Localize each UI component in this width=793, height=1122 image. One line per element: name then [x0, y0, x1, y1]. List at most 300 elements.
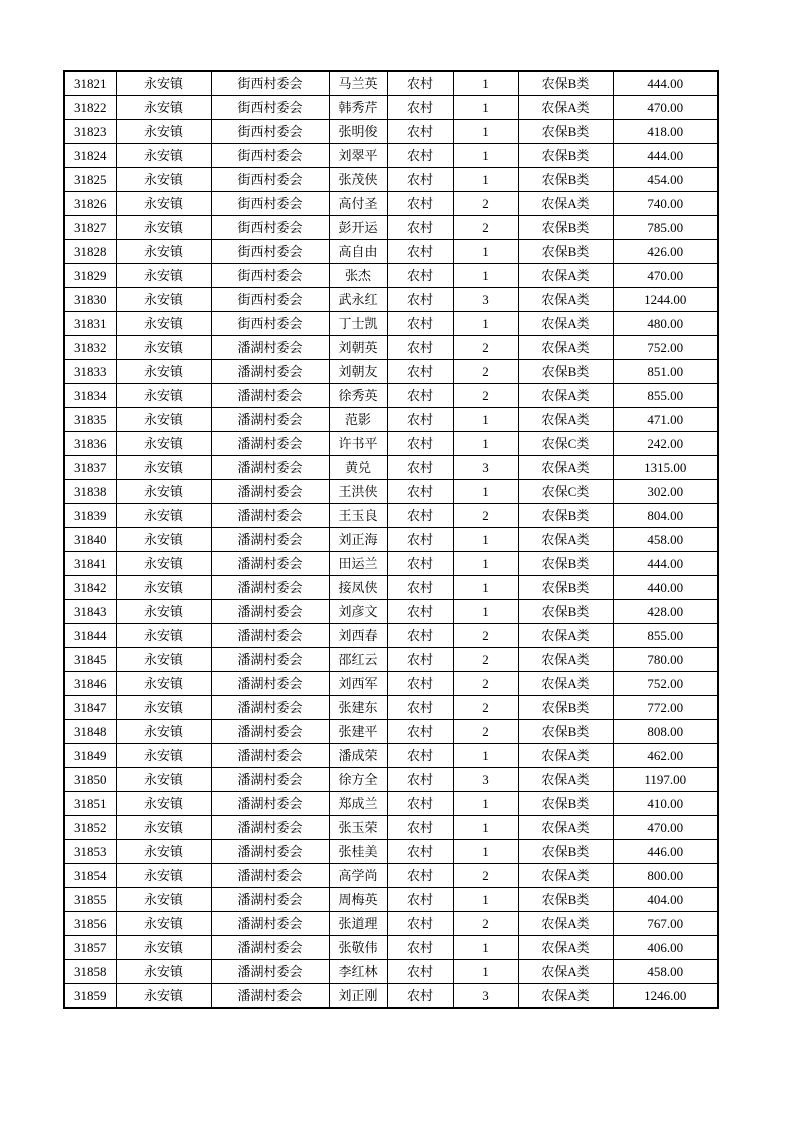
village-committee-cell: 潘湖村委会 — [211, 360, 329, 384]
amount-cell: 767.00 — [613, 912, 718, 936]
village-committee-cell: 潘湖村委会 — [211, 552, 329, 576]
person-count-cell: 1 — [453, 528, 518, 552]
person-count-cell: 2 — [453, 216, 518, 240]
person-name-cell: 丁士凯 — [329, 312, 387, 336]
insurance-class-cell: 农保A类 — [518, 312, 613, 336]
person-count-cell: 1 — [453, 312, 518, 336]
amount-cell: 404.00 — [613, 888, 718, 912]
amount-cell: 406.00 — [613, 936, 718, 960]
village-committee-cell: 街西村委会 — [211, 264, 329, 288]
record-id-cell: 31855 — [64, 888, 116, 912]
household-type-cell: 农村 — [387, 960, 453, 984]
insurance-class-cell: 农保A类 — [518, 960, 613, 984]
amount-cell: 772.00 — [613, 696, 718, 720]
insurance-class-cell: 农保A类 — [518, 984, 613, 1009]
table-row — [64, 288, 718, 312]
person-count-cell: 3 — [453, 768, 518, 792]
record-id-cell: 31833 — [64, 360, 116, 384]
household-type-cell: 农村 — [387, 912, 453, 936]
town-cell: 永安镇 — [116, 71, 211, 96]
insurance-class-cell: 农保B类 — [518, 144, 613, 168]
person-count-cell: 1 — [453, 264, 518, 288]
table-row — [64, 960, 718, 984]
village-committee-cell: 潘湖村委会 — [211, 912, 329, 936]
amount-cell: 1197.00 — [613, 768, 718, 792]
table-row — [64, 864, 718, 888]
person-count-cell: 1 — [453, 168, 518, 192]
amount-cell: 804.00 — [613, 504, 718, 528]
person-count-cell: 1 — [453, 744, 518, 768]
amount-cell: 458.00 — [613, 528, 718, 552]
person-count-cell: 2 — [453, 504, 518, 528]
person-name-cell: 高自由 — [329, 240, 387, 264]
village-committee-cell: 潘湖村委会 — [211, 672, 329, 696]
table-row — [64, 96, 718, 120]
household-type-cell: 农村 — [387, 216, 453, 240]
village-committee-cell: 潘湖村委会 — [211, 960, 329, 984]
town-cell: 永安镇 — [116, 816, 211, 840]
insurance-class-cell: 农保A类 — [518, 768, 613, 792]
town-cell: 永安镇 — [116, 264, 211, 288]
household-type-cell: 农村 — [387, 71, 453, 96]
town-cell: 永安镇 — [116, 360, 211, 384]
household-type-cell: 农村 — [387, 600, 453, 624]
table-row — [64, 120, 718, 144]
town-cell: 永安镇 — [116, 624, 211, 648]
town-cell: 永安镇 — [116, 456, 211, 480]
person-name-cell: 黄兑 — [329, 456, 387, 480]
person-count-cell: 2 — [453, 864, 518, 888]
household-type-cell: 农村 — [387, 288, 453, 312]
village-committee-cell: 街西村委会 — [211, 288, 329, 312]
town-cell: 永安镇 — [116, 408, 211, 432]
household-type-cell: 农村 — [387, 120, 453, 144]
person-name-cell: 王洪侠 — [329, 480, 387, 504]
amount-cell: 444.00 — [613, 71, 718, 96]
insurance-class-cell: 农保C类 — [518, 432, 613, 456]
household-type-cell: 农村 — [387, 936, 453, 960]
household-type-cell: 农村 — [387, 744, 453, 768]
record-id-cell: 31834 — [64, 384, 116, 408]
household-type-cell: 农村 — [387, 432, 453, 456]
person-name-cell: 张敬伟 — [329, 936, 387, 960]
person-name-cell: 刘正海 — [329, 528, 387, 552]
household-type-cell: 农村 — [387, 624, 453, 648]
table-body — [64, 71, 718, 1008]
insurance-class-cell: 农保A类 — [518, 912, 613, 936]
table-row — [64, 672, 718, 696]
person-count-cell: 3 — [453, 456, 518, 480]
amount-cell: 444.00 — [613, 552, 718, 576]
person-name-cell: 张桂美 — [329, 840, 387, 864]
record-id-cell: 31857 — [64, 936, 116, 960]
person-count-cell: 1 — [453, 408, 518, 432]
person-count-cell: 1 — [453, 71, 518, 96]
record-id-cell: 31852 — [64, 816, 116, 840]
record-id-cell: 31847 — [64, 696, 116, 720]
village-committee-cell: 潘湖村委会 — [211, 768, 329, 792]
person-name-cell: 张杰 — [329, 264, 387, 288]
household-type-cell: 农村 — [387, 264, 453, 288]
insurance-class-cell: 农保B类 — [518, 696, 613, 720]
record-id-cell: 31851 — [64, 792, 116, 816]
record-id-cell: 31843 — [64, 600, 116, 624]
table-row — [64, 624, 718, 648]
record-id-cell: 31836 — [64, 432, 116, 456]
record-id-cell: 31846 — [64, 672, 116, 696]
village-committee-cell: 潘湖村委会 — [211, 336, 329, 360]
table-row — [64, 744, 718, 768]
amount-cell: 480.00 — [613, 312, 718, 336]
person-count-cell: 2 — [453, 360, 518, 384]
insurance-class-cell: 农保A类 — [518, 336, 613, 360]
amount-cell: 444.00 — [613, 144, 718, 168]
town-cell: 永安镇 — [116, 744, 211, 768]
person-count-cell: 1 — [453, 816, 518, 840]
village-committee-cell: 潘湖村委会 — [211, 864, 329, 888]
table-row — [64, 168, 718, 192]
amount-cell: 471.00 — [613, 408, 718, 432]
record-id-cell: 31840 — [64, 528, 116, 552]
insurance-class-cell: 农保A类 — [518, 408, 613, 432]
household-type-cell: 农村 — [387, 144, 453, 168]
insurance-class-cell: 农保A类 — [518, 96, 613, 120]
household-type-cell: 农村 — [387, 528, 453, 552]
person-name-cell: 接凤侠 — [329, 576, 387, 600]
village-committee-cell: 潘湖村委会 — [211, 408, 329, 432]
town-cell: 永安镇 — [116, 120, 211, 144]
person-count-cell: 2 — [453, 192, 518, 216]
record-id-cell: 31822 — [64, 96, 116, 120]
table-row — [64, 816, 718, 840]
town-cell: 永安镇 — [116, 432, 211, 456]
table-row — [64, 408, 718, 432]
town-cell: 永安镇 — [116, 288, 211, 312]
village-committee-cell: 潘湖村委会 — [211, 456, 329, 480]
village-committee-cell: 潘湖村委会 — [211, 624, 329, 648]
person-count-cell: 1 — [453, 552, 518, 576]
insurance-class-cell: 农保C类 — [518, 480, 613, 504]
person-count-cell: 2 — [453, 336, 518, 360]
table-row — [64, 720, 718, 744]
amount-cell: 855.00 — [613, 624, 718, 648]
town-cell: 永安镇 — [116, 240, 211, 264]
person-name-cell: 张建平 — [329, 720, 387, 744]
amount-cell: 470.00 — [613, 264, 718, 288]
table-row — [64, 648, 718, 672]
amount-cell: 470.00 — [613, 816, 718, 840]
person-name-cell: 张建东 — [329, 696, 387, 720]
amount-cell: 242.00 — [613, 432, 718, 456]
table-row — [64, 576, 718, 600]
person-name-cell: 张茂侠 — [329, 168, 387, 192]
table-row — [64, 600, 718, 624]
table-row — [64, 912, 718, 936]
table-row — [64, 696, 718, 720]
household-type-cell: 农村 — [387, 192, 453, 216]
town-cell: 永安镇 — [116, 840, 211, 864]
household-type-cell: 农村 — [387, 768, 453, 792]
town-cell: 永安镇 — [116, 168, 211, 192]
village-committee-cell: 潘湖村委会 — [211, 504, 329, 528]
town-cell: 永安镇 — [116, 528, 211, 552]
person-name-cell: 马兰英 — [329, 71, 387, 96]
person-name-cell: 韩秀芹 — [329, 96, 387, 120]
village-committee-cell: 街西村委会 — [211, 192, 329, 216]
town-cell: 永安镇 — [116, 96, 211, 120]
household-type-cell: 农村 — [387, 384, 453, 408]
village-committee-cell: 潘湖村委会 — [211, 720, 329, 744]
record-id-cell: 31854 — [64, 864, 116, 888]
insurance-class-cell: 农保B类 — [518, 552, 613, 576]
table-row — [64, 336, 718, 360]
insurance-class-cell: 农保B类 — [518, 240, 613, 264]
person-name-cell: 刘彦文 — [329, 600, 387, 624]
village-committee-cell: 潘湖村委会 — [211, 696, 329, 720]
person-name-cell: 徐方全 — [329, 768, 387, 792]
person-name-cell: 李红林 — [329, 960, 387, 984]
village-committee-cell: 潘湖村委会 — [211, 888, 329, 912]
person-name-cell: 刘西军 — [329, 672, 387, 696]
town-cell: 永安镇 — [116, 216, 211, 240]
record-id-cell: 31839 — [64, 504, 116, 528]
amount-cell: 1315.00 — [613, 456, 718, 480]
amount-cell: 740.00 — [613, 192, 718, 216]
person-name-cell: 周梅英 — [329, 888, 387, 912]
household-type-cell: 农村 — [387, 984, 453, 1009]
person-count-cell: 1 — [453, 240, 518, 264]
table-row — [64, 840, 718, 864]
person-name-cell: 徐秀英 — [329, 384, 387, 408]
table-row — [64, 456, 718, 480]
village-committee-cell: 街西村委会 — [211, 144, 329, 168]
record-id-cell: 31841 — [64, 552, 116, 576]
person-count-cell: 1 — [453, 792, 518, 816]
insurance-class-cell: 农保B类 — [518, 720, 613, 744]
record-id-cell: 31858 — [64, 960, 116, 984]
record-id-cell: 31825 — [64, 168, 116, 192]
household-type-cell: 农村 — [387, 456, 453, 480]
person-count-cell: 3 — [453, 984, 518, 1009]
town-cell: 永安镇 — [116, 792, 211, 816]
table-row — [64, 888, 718, 912]
record-id-cell: 31850 — [64, 768, 116, 792]
amount-cell: 426.00 — [613, 240, 718, 264]
household-type-cell: 农村 — [387, 816, 453, 840]
person-count-cell: 1 — [453, 576, 518, 600]
village-committee-cell: 潘湖村委会 — [211, 984, 329, 1009]
insurance-class-cell: 农保B类 — [518, 840, 613, 864]
household-type-cell: 农村 — [387, 96, 453, 120]
village-committee-cell: 街西村委会 — [211, 240, 329, 264]
person-name-cell: 刘西春 — [329, 624, 387, 648]
table-row — [64, 384, 718, 408]
village-committee-cell: 街西村委会 — [211, 71, 329, 96]
insurance-class-cell: 农保A类 — [518, 816, 613, 840]
person-name-cell: 高付圣 — [329, 192, 387, 216]
person-count-cell: 2 — [453, 720, 518, 744]
insurance-class-cell: 农保A类 — [518, 192, 613, 216]
amount-cell: 800.00 — [613, 864, 718, 888]
household-type-cell: 农村 — [387, 240, 453, 264]
town-cell: 永安镇 — [116, 936, 211, 960]
town-cell: 永安镇 — [116, 888, 211, 912]
records-table — [63, 70, 719, 1009]
village-committee-cell: 潘湖村委会 — [211, 576, 329, 600]
town-cell: 永安镇 — [116, 984, 211, 1009]
village-committee-cell: 街西村委会 — [211, 96, 329, 120]
person-name-cell: 张玉荣 — [329, 816, 387, 840]
amount-cell: 454.00 — [613, 168, 718, 192]
record-id-cell: 31842 — [64, 576, 116, 600]
person-count-cell: 1 — [453, 888, 518, 912]
town-cell: 永安镇 — [116, 576, 211, 600]
table-row — [64, 144, 718, 168]
person-name-cell: 王玉良 — [329, 504, 387, 528]
household-type-cell: 农村 — [387, 312, 453, 336]
insurance-class-cell: 农保A类 — [518, 288, 613, 312]
household-type-cell: 农村 — [387, 720, 453, 744]
record-id-cell: 31856 — [64, 912, 116, 936]
household-type-cell: 农村 — [387, 360, 453, 384]
record-id-cell: 31831 — [64, 312, 116, 336]
person-count-cell: 1 — [453, 480, 518, 504]
person-name-cell: 范影 — [329, 408, 387, 432]
person-count-cell: 1 — [453, 936, 518, 960]
person-name-cell: 张明俊 — [329, 120, 387, 144]
insurance-class-cell: 农保B类 — [518, 792, 613, 816]
table-row — [64, 312, 718, 336]
person-name-cell: 潘成荣 — [329, 744, 387, 768]
person-name-cell: 刘朝英 — [329, 336, 387, 360]
amount-cell: 302.00 — [613, 480, 718, 504]
table-row — [64, 71, 718, 96]
household-type-cell: 农村 — [387, 648, 453, 672]
table-row — [64, 504, 718, 528]
household-type-cell: 农村 — [387, 864, 453, 888]
household-type-cell: 农村 — [387, 672, 453, 696]
record-id-cell: 31838 — [64, 480, 116, 504]
insurance-class-cell: 农保B类 — [518, 600, 613, 624]
amount-cell: 851.00 — [613, 360, 718, 384]
amount-cell: 462.00 — [613, 744, 718, 768]
amount-cell: 1246.00 — [613, 984, 718, 1009]
town-cell: 永安镇 — [116, 552, 211, 576]
table-row — [64, 216, 718, 240]
record-id-cell: 31837 — [64, 456, 116, 480]
amount-cell: 785.00 — [613, 216, 718, 240]
town-cell: 永安镇 — [116, 696, 211, 720]
village-committee-cell: 潘湖村委会 — [211, 648, 329, 672]
person-name-cell: 许书平 — [329, 432, 387, 456]
insurance-class-cell: 农保A类 — [518, 264, 613, 288]
record-id-cell: 31826 — [64, 192, 116, 216]
amount-cell: 780.00 — [613, 648, 718, 672]
record-id-cell: 31830 — [64, 288, 116, 312]
town-cell: 永安镇 — [116, 312, 211, 336]
village-committee-cell: 潘湖村委会 — [211, 480, 329, 504]
insurance-class-cell: 农保B类 — [518, 888, 613, 912]
insurance-class-cell: 农保B类 — [518, 120, 613, 144]
town-cell: 永安镇 — [116, 960, 211, 984]
village-committee-cell: 潘湖村委会 — [211, 816, 329, 840]
table-row — [64, 984, 718, 1009]
person-name-cell: 刘朝友 — [329, 360, 387, 384]
record-id-cell: 31853 — [64, 840, 116, 864]
village-committee-cell: 潘湖村委会 — [211, 936, 329, 960]
person-count-cell: 1 — [453, 120, 518, 144]
village-committee-cell: 潘湖村委会 — [211, 384, 329, 408]
household-type-cell: 农村 — [387, 888, 453, 912]
person-count-cell: 1 — [453, 600, 518, 624]
amount-cell: 752.00 — [613, 336, 718, 360]
person-name-cell: 郑成兰 — [329, 792, 387, 816]
insurance-class-cell: 农保A类 — [518, 456, 613, 480]
person-name-cell: 武永红 — [329, 288, 387, 312]
town-cell: 永安镇 — [116, 144, 211, 168]
town-cell: 永安镇 — [116, 600, 211, 624]
person-count-cell: 2 — [453, 912, 518, 936]
amount-cell: 410.00 — [613, 792, 718, 816]
person-count-cell: 1 — [453, 96, 518, 120]
village-committee-cell: 潘湖村委会 — [211, 840, 329, 864]
amount-cell: 808.00 — [613, 720, 718, 744]
insurance-class-cell: 农保A类 — [518, 672, 613, 696]
amount-cell: 855.00 — [613, 384, 718, 408]
amount-cell: 470.00 — [613, 96, 718, 120]
household-type-cell: 农村 — [387, 792, 453, 816]
table-row — [64, 432, 718, 456]
insurance-class-cell: 农保B类 — [518, 168, 613, 192]
person-count-cell: 2 — [453, 648, 518, 672]
household-type-cell: 农村 — [387, 408, 453, 432]
person-name-cell: 刘正刚 — [329, 984, 387, 1009]
town-cell: 永安镇 — [116, 336, 211, 360]
person-count-cell: 1 — [453, 960, 518, 984]
amount-cell: 446.00 — [613, 840, 718, 864]
table-row — [64, 264, 718, 288]
amount-cell: 752.00 — [613, 672, 718, 696]
insurance-class-cell: 农保B类 — [518, 360, 613, 384]
insurance-class-cell: 农保A类 — [518, 384, 613, 408]
record-id-cell: 31821 — [64, 71, 116, 96]
amount-cell: 458.00 — [613, 960, 718, 984]
town-cell: 永安镇 — [116, 504, 211, 528]
household-type-cell: 农村 — [387, 168, 453, 192]
person-name-cell: 田运兰 — [329, 552, 387, 576]
person-count-cell: 2 — [453, 384, 518, 408]
person-name-cell: 张道理 — [329, 912, 387, 936]
village-committee-cell: 潘湖村委会 — [211, 528, 329, 552]
record-id-cell: 31832 — [64, 336, 116, 360]
record-id-cell: 31844 — [64, 624, 116, 648]
person-count-cell: 1 — [453, 432, 518, 456]
amount-cell: 428.00 — [613, 600, 718, 624]
town-cell: 永安镇 — [116, 912, 211, 936]
person-name-cell: 邵红云 — [329, 648, 387, 672]
person-count-cell: 2 — [453, 624, 518, 648]
person-name-cell: 高学尚 — [329, 864, 387, 888]
village-committee-cell: 街西村委会 — [211, 216, 329, 240]
insurance-class-cell: 农保A类 — [518, 648, 613, 672]
insurance-class-cell: 农保B类 — [518, 504, 613, 528]
household-type-cell: 农村 — [387, 840, 453, 864]
household-type-cell: 农村 — [387, 504, 453, 528]
village-committee-cell: 潘湖村委会 — [211, 744, 329, 768]
household-type-cell: 农村 — [387, 336, 453, 360]
person-count-cell: 3 — [453, 288, 518, 312]
person-name-cell: 彭开运 — [329, 216, 387, 240]
